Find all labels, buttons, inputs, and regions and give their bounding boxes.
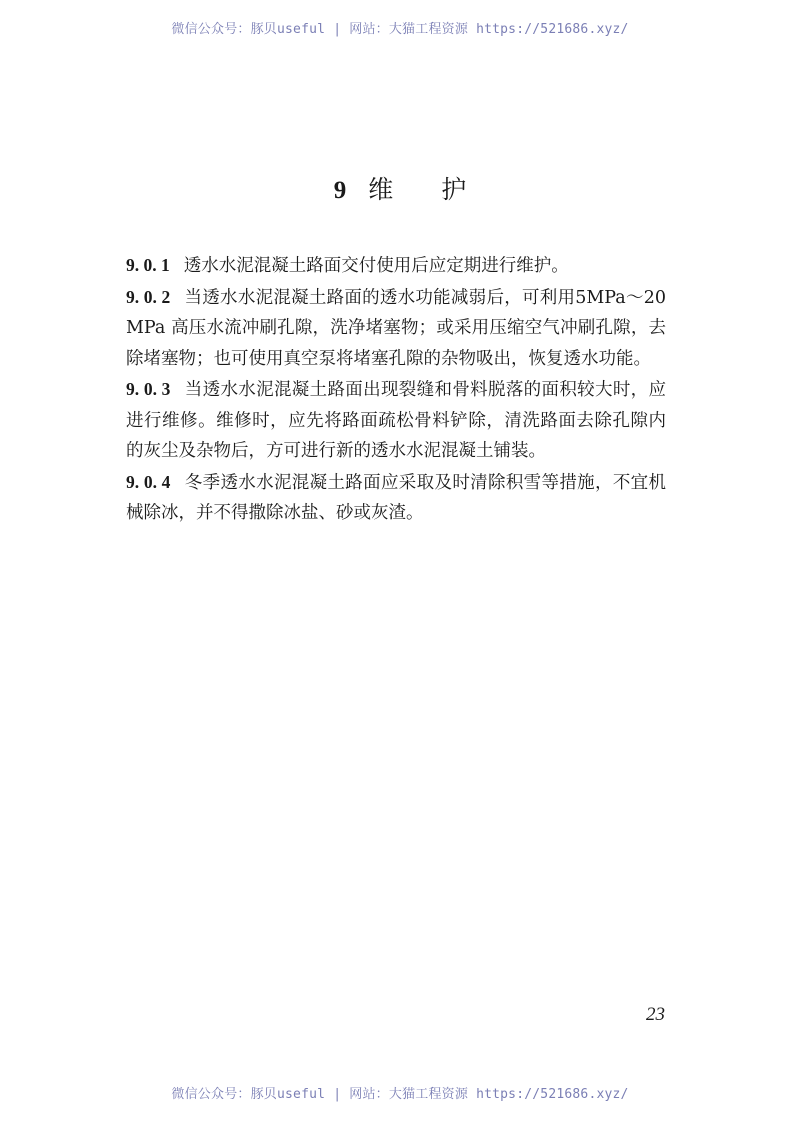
- clause-number: 9. 0. 1: [126, 255, 170, 275]
- clause-9-0-1: [126, 250, 666, 282]
- watermark-header: 微信公众号：豚贝useful | 网站：大猫工程资源 https://521686.xyz/: [171, 22, 629, 37]
- clause-text: 当透水水泥混凝土路面出现裂缝和骨料脱落的面积较大时，应进行维修。维修时，应先将路面疏松骨料铲除，清洗路面去除孔隙内的灰尘及杂物后，方可进行新的透水水泥混凝土铺装。: [126, 380, 667, 461]
- page-number: 23: [646, 1004, 665, 1025]
- watermark-footer: 微信公众号：豚贝useful | 网站：大猫工程资源 https://521686.xyz/: [171, 1087, 629, 1102]
- clause-number: 9. 0. 2: [126, 286, 171, 307]
- clause-number: 9. 0. 4: [126, 471, 171, 492]
- clause-text: 冬季透水水泥混凝土路面应采取及时清除积雪等措施，不宜机械除冰，并不得撒除冰盐、砂或灰渣。: [126, 472, 667, 523]
- clause-number: 9. 0. 3: [126, 379, 171, 399]
- clause-9-0-3: [126, 374, 666, 467]
- clause-9-0-4: [126, 467, 666, 529]
- chapter-title: [0, 170, 800, 211]
- chapter-body: [126, 250, 666, 529]
- chapter-title-char-1: 维: [368, 175, 442, 204]
- chapter-title-char-2: 护: [441, 175, 467, 204]
- clause-text: 当透水水泥混凝土路面的透水功能减弱后，可利用5MPa～20MPa 高压水流冲刷孔隙，洗净堵塞物；或采用压缩空气冲刷孔隙，去除堵塞物；也可使用真空泵将堵塞孔隙的杂物吸出，恢复透水功能。: [126, 287, 667, 369]
- clause-9-0-2: [126, 282, 666, 375]
- chapter-number: 9: [333, 177, 347, 204]
- clause-text: 透水水泥混凝土路面交付使用后应定期进行维护。: [183, 256, 569, 276]
